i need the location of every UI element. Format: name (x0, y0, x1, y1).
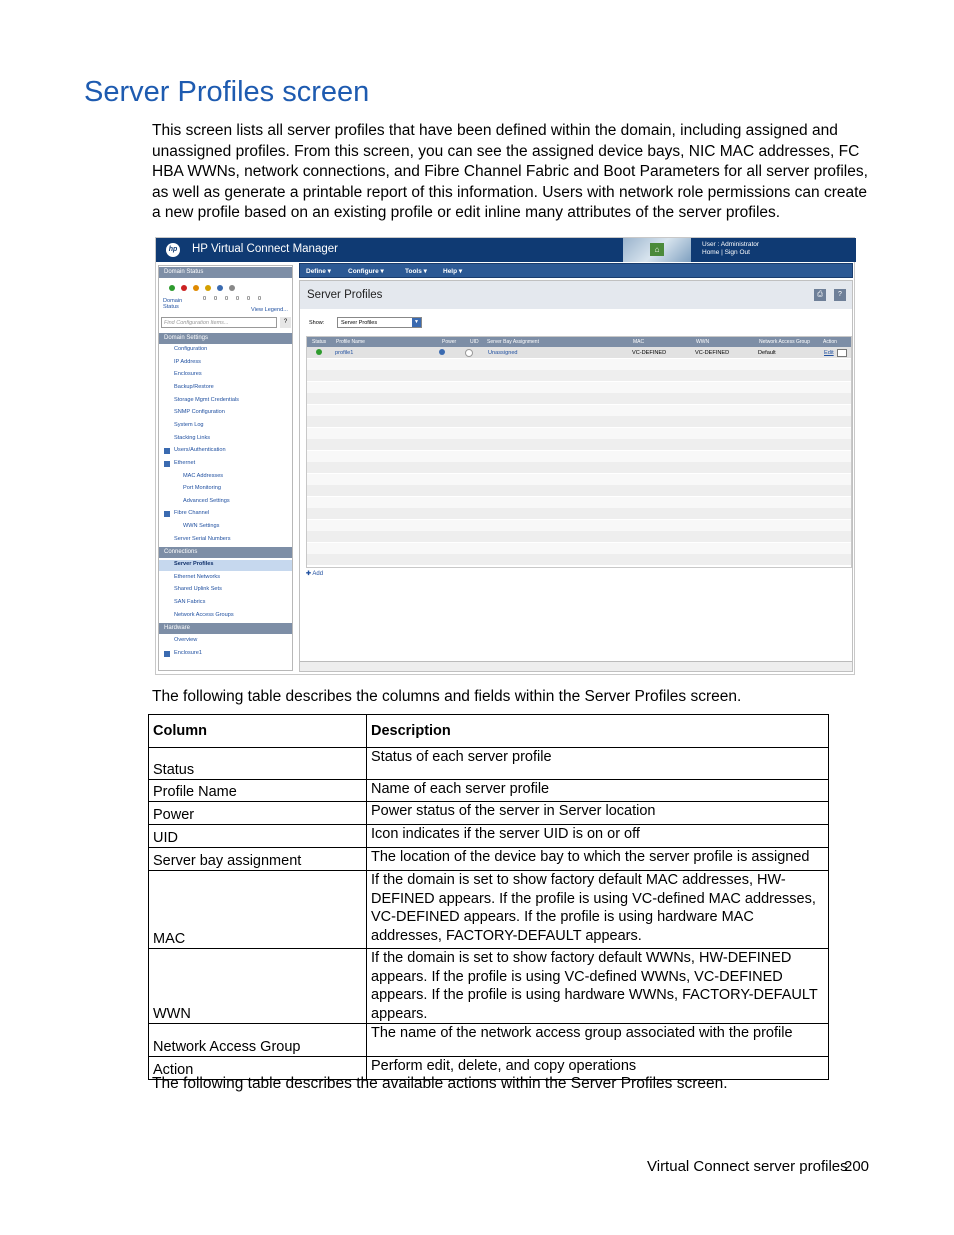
menu-bar (299, 263, 853, 278)
column-description: Name of each server profile (367, 780, 829, 802)
grid-column-header[interactable]: Action (823, 339, 837, 345)
show-select-value: Server Profiles (341, 320, 378, 326)
status-icon (205, 285, 211, 291)
column-description: Perform edit, delete, and copy operations (367, 1057, 829, 1080)
status-ok-icon (316, 349, 322, 355)
column-name: Action (149, 1057, 367, 1080)
column-name: MAC (149, 871, 367, 949)
status-icon (229, 285, 235, 291)
domain-settings-header[interactable]: Domain Settings (159, 333, 292, 344)
grid-column-header[interactable]: Status (312, 339, 327, 345)
sidebar-item[interactable]: Ethernet Networks (174, 573, 221, 580)
empty-row (307, 428, 851, 439)
chevron-down-icon: ▼ (412, 318, 421, 327)
intro-paragraph: This screen lists all server profiles that have been defined within the domain, including assigned and unassigned profiles. From this screen, you can see the assigned device bays, NIC MAC addresses, FC HBA WWNs, network connections, and Fibre Channel Fabric and Boot Parameters for all server profiles, as well as generate a printable report of this information. Users with network role permissions can create a new profile based on an existing profile or edit inline many attributes of the server profiles. (152, 122, 868, 222)
table-intro-paragraph: The following table describes the columns and fields within the Server Profiles screen. (152, 688, 742, 705)
sidebar-item-server-serial[interactable]: Server Serial Numbers (174, 535, 231, 542)
status-count: 0 (225, 296, 229, 302)
sidebar-item-server-profiles[interactable]: Server Profiles (174, 561, 214, 568)
banner-image (623, 238, 691, 262)
status-icon (193, 285, 199, 291)
status-count: 0 (258, 296, 262, 302)
table-row (149, 780, 829, 802)
user-links[interactable]: Home | Sign Out (702, 249, 750, 256)
column-description: Status of each server profile (367, 748, 829, 780)
column-name: WWN (149, 949, 367, 1024)
empty-row (307, 359, 851, 370)
sidebar-item[interactable]: IP Address (174, 358, 201, 365)
sidebar-item-ethernet[interactable]: Ethernet (174, 459, 196, 466)
status-count: 0 (214, 296, 218, 302)
edit-link[interactable]: Edit (824, 350, 834, 356)
status-icon (169, 285, 175, 291)
mac-value: VC-DEFINED (632, 350, 667, 356)
empty-row (307, 462, 851, 473)
status-count: 0 (203, 296, 207, 302)
domain-status-link[interactable]: Domain Status (163, 298, 183, 310)
main-panel (299, 280, 853, 672)
show-label: Show: (309, 320, 325, 326)
grid-column-header[interactable]: Profile Name (336, 339, 365, 345)
empty-row (307, 474, 851, 485)
grid-header (307, 337, 851, 347)
empty-row (307, 416, 851, 427)
vc-manager-screenshot (155, 237, 855, 675)
sidebar-item[interactable]: WWN Settings (183, 523, 220, 530)
menu-help[interactable]: Help ▾ (443, 268, 463, 275)
column-name: UID (149, 825, 367, 848)
sidebar-item[interactable]: Shared Uplink Sets (174, 586, 222, 593)
sidebar-item[interactable]: Enclosures (174, 371, 202, 378)
empty-row (307, 520, 851, 531)
column-description: If the domain is set to show factory default WWNs, HW-DEFINED appears. If the profile is using VC-defined WWNs, VC-DEFINED appears. If the profile is using hardware WWNs, FACTORY-DEFAULT appears. (367, 949, 829, 1024)
sidebar-item[interactable]: MAC Addresses (183, 472, 224, 479)
actions-intro-paragraph: The following table describes the available actions within the Server Profiles screen. (152, 1075, 728, 1092)
column-description: If the domain is set to show factory default MAC addresses, HW-DEFINED appears. If the profile is using VC-defined MAC addresses, VC-DEFINED appears. If the profile is using hardware MAC addresses, FACTORY-DEFAULT appears. (367, 871, 829, 949)
column-description: The name of the network access group associated with the profile (367, 1024, 829, 1057)
menu-tools[interactable]: Tools ▾ (405, 268, 427, 275)
grid-column-header[interactable]: Server Bay Assignment (487, 339, 539, 345)
column-name: Network Access Group (149, 1024, 367, 1057)
grid-column-header[interactable]: Power (442, 339, 457, 345)
view-legend-link[interactable]: View Legend... (251, 307, 288, 313)
sidebar-item[interactable]: Storage Mgmt Credentials (174, 396, 239, 403)
columns-table (148, 714, 829, 1080)
column-header: Column (149, 715, 367, 748)
menu-define[interactable]: Define ▾ (306, 268, 331, 275)
expand-icon[interactable] (164, 461, 170, 467)
empty-row (307, 370, 851, 381)
plus-icon: ✚ (306, 571, 312, 577)
column-name: Server bay assignment (149, 848, 367, 871)
table-row (149, 1024, 829, 1057)
sidebar-item[interactable]: Advanced Settings (183, 497, 230, 504)
home-badge-icon: ⌂ (650, 243, 664, 256)
sidebar-item[interactable]: Backup/Restore (174, 383, 214, 390)
nag-value: Default (758, 350, 776, 356)
page-number: 200 (844, 1158, 870, 1175)
grid-column-header[interactable]: UID (470, 339, 479, 345)
status-count: 0 (236, 296, 240, 302)
table-row (149, 802, 829, 825)
expand-icon[interactable] (164, 511, 170, 517)
profile-name-link[interactable]: profile1 (335, 350, 354, 356)
sidebar-item-overview[interactable]: Overview (174, 636, 198, 643)
column-name: Status (149, 748, 367, 780)
search-input[interactable]: Find Configuration Items... (161, 317, 277, 328)
column-name: Profile Name (149, 780, 367, 802)
empty-row (307, 531, 851, 542)
menu-configure[interactable]: Configure ▾ (348, 268, 384, 275)
grid-column-header[interactable]: Network Access Group (759, 339, 810, 345)
main-title: Server Profiles (307, 289, 383, 301)
search-button[interactable]: ? (280, 317, 291, 328)
page-title: Server Profiles screen (84, 76, 370, 108)
empty-row (307, 382, 851, 393)
grid-column-header[interactable]: WWN (696, 339, 710, 345)
domain-status-header: Domain Status (159, 267, 292, 278)
hardware-header[interactable]: Hardware (159, 623, 292, 634)
empty-row (307, 405, 851, 416)
status-icon (181, 285, 187, 291)
empty-row (307, 485, 851, 496)
app-title: HP Virtual Connect Manager (192, 243, 338, 255)
table-row (149, 748, 829, 780)
connections-header[interactable]: Connections (159, 547, 292, 558)
sidebar-item[interactable]: Stacking Links (174, 434, 211, 441)
show-select[interactable] (337, 317, 422, 328)
sidebar-item[interactable]: Port Monitoring (183, 485, 221, 492)
empty-row (307, 451, 851, 462)
profile-row[interactable] (307, 347, 851, 358)
empty-row (307, 543, 851, 554)
status-icon (217, 285, 223, 291)
sidebar-item[interactable]: SNMP Configuration (174, 409, 225, 416)
empty-row (307, 393, 851, 404)
sidebar-item-fibre-channel[interactable]: Fibre Channel (174, 510, 210, 517)
column-description: The location of the device bay to which the server profile is assigned (367, 848, 829, 871)
table-header-row (149, 715, 829, 748)
expand-icon[interactable] (164, 448, 170, 454)
user-name: User : Administrator (702, 241, 760, 248)
grid-column-header[interactable]: MAC (633, 339, 645, 345)
status-count: 0 (247, 296, 251, 302)
wwn-value: VC-DEFINED (695, 350, 730, 356)
horizontal-scrollbar[interactable] (300, 661, 852, 671)
app-banner (156, 238, 856, 262)
column-description: Power status of the server in Server location (367, 802, 829, 825)
add-label: Add (312, 571, 324, 577)
description-header: Description (367, 715, 829, 748)
main-header (300, 281, 852, 309)
sidebar-item-enclosure[interactable]: Enclosure1 (174, 649, 202, 656)
add-profile-link[interactable] (306, 570, 323, 577)
sidebar-item[interactable]: Configuration (174, 346, 208, 352)
hp-logo-icon: hp (166, 243, 180, 257)
sidebar-item[interactable]: Network Access Groups (174, 611, 234, 618)
empty-row (307, 439, 851, 450)
profiles-grid (306, 336, 852, 568)
empty-row (307, 497, 851, 508)
power-icon (439, 349, 445, 355)
expand-icon[interactable] (164, 651, 170, 657)
table-row (149, 848, 829, 871)
column-description: Icon indicates if the server UID is on or off (367, 825, 829, 848)
table-row (149, 825, 829, 848)
sidebar-item[interactable]: System Log (174, 421, 204, 428)
sidebar-item[interactable]: SAN Fabrics (174, 599, 206, 605)
print-icon[interactable]: ⎙ (814, 289, 826, 301)
column-name: Power (149, 802, 367, 825)
sidebar-item-users-auth[interactable]: Users/Authentication (174, 447, 226, 454)
empty-row (307, 508, 851, 519)
user-info (702, 241, 759, 257)
help-icon[interactable]: ? (834, 289, 846, 301)
footer-section: Virtual Connect server profiles (647, 1158, 848, 1175)
table-row (149, 949, 829, 1024)
action-menu-icon[interactable] (837, 349, 847, 357)
uid-off-icon (465, 349, 473, 357)
bay-assignment-link[interactable]: Unassigned (488, 350, 518, 356)
empty-row (307, 554, 851, 565)
table-row (149, 871, 829, 949)
sidebar (158, 265, 293, 671)
